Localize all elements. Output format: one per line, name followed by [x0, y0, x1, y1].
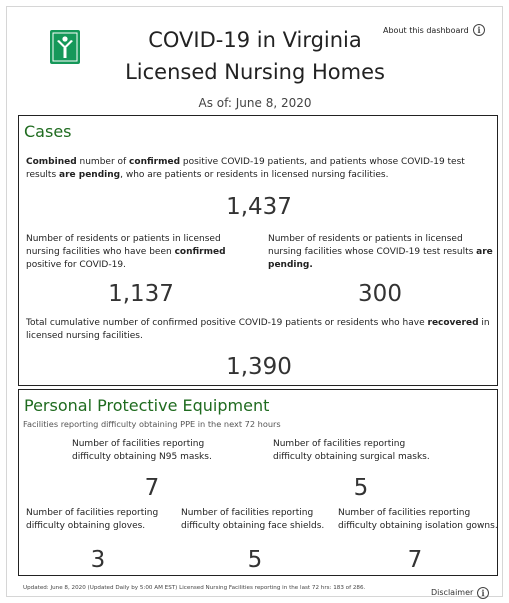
isolation-gowns-label: Number of facilities reporting difficulty obtaining isolation gowns.	[338, 508, 498, 531]
combined-value: 1,437	[226, 194, 292, 220]
face-shields-value: 5	[247, 547, 263, 573]
about-dashboard-link[interactable]: About this dashboard	[383, 26, 469, 35]
n95-value: 7	[144, 475, 160, 501]
info-icon[interactable]: i	[473, 24, 485, 36]
disclaimer-link[interactable]: Disclaimer	[431, 588, 474, 597]
surgical-masks-label: Number of facilities reporting difficulty obtaining surgical masks.	[273, 439, 430, 462]
isolation-gowns-value: 7	[407, 547, 423, 573]
page-title-line1: COVID-19 in Virginia	[148, 28, 362, 52]
page-title-line2: Licensed Nursing Homes	[125, 60, 385, 84]
as-of-date: As of: June 8, 2020	[198, 96, 312, 110]
ppe-subtitle: Facilities reporting difficulty obtaining PPE in the next 72 hours	[23, 419, 281, 429]
surgical-masks-value: 5	[353, 475, 369, 501]
cases-section-title: Cases	[24, 122, 72, 141]
recovered-description: Total cumulative number of confirmed positive COVID-19 patients or residents who have recovered in licensed nursing facilities.	[26, 318, 490, 341]
footer-update-note: Updated: June 8, 2020 (Updated Daily by 5:00 AM EST) Licensed Nursing Facilities reporting in the last 72 hrs: 183 of 286.	[23, 585, 366, 591]
ppe-section-title: Personal Protective Equipment	[24, 396, 270, 415]
recovered-value: 1,390	[226, 354, 292, 380]
gloves-label: Number of facilities reporting difficulty obtaining gloves.	[26, 508, 159, 531]
pending-description: Number of residents or patients in licensed nursing facilities whose COVID-19 test results are pending.	[268, 234, 493, 270]
n95-label: Number of facilities reporting difficulty obtaining N95 masks.	[72, 439, 212, 462]
info-icon[interactable]: i	[477, 587, 489, 599]
vdh-logo-icon	[50, 30, 80, 64]
cases-panel	[18, 115, 498, 386]
combined-description: Combined number of confirmed positive COVID-19 patients, and patients whose COVID-19 test results are pending, who are patients or residents in licensed nursing facilities.	[26, 157, 465, 180]
confirmed-value: 1,137	[108, 281, 174, 307]
face-shields-label: Number of facilities reporting difficulty obtaining face shields.	[181, 508, 325, 531]
confirmed-description: Number of residents or patients in licensed nursing facilities who have been confirmed positive for COVID-19.	[26, 234, 226, 270]
ppe-panel	[18, 389, 498, 576]
gloves-value: 3	[90, 547, 106, 573]
pending-value: 300	[358, 281, 402, 307]
